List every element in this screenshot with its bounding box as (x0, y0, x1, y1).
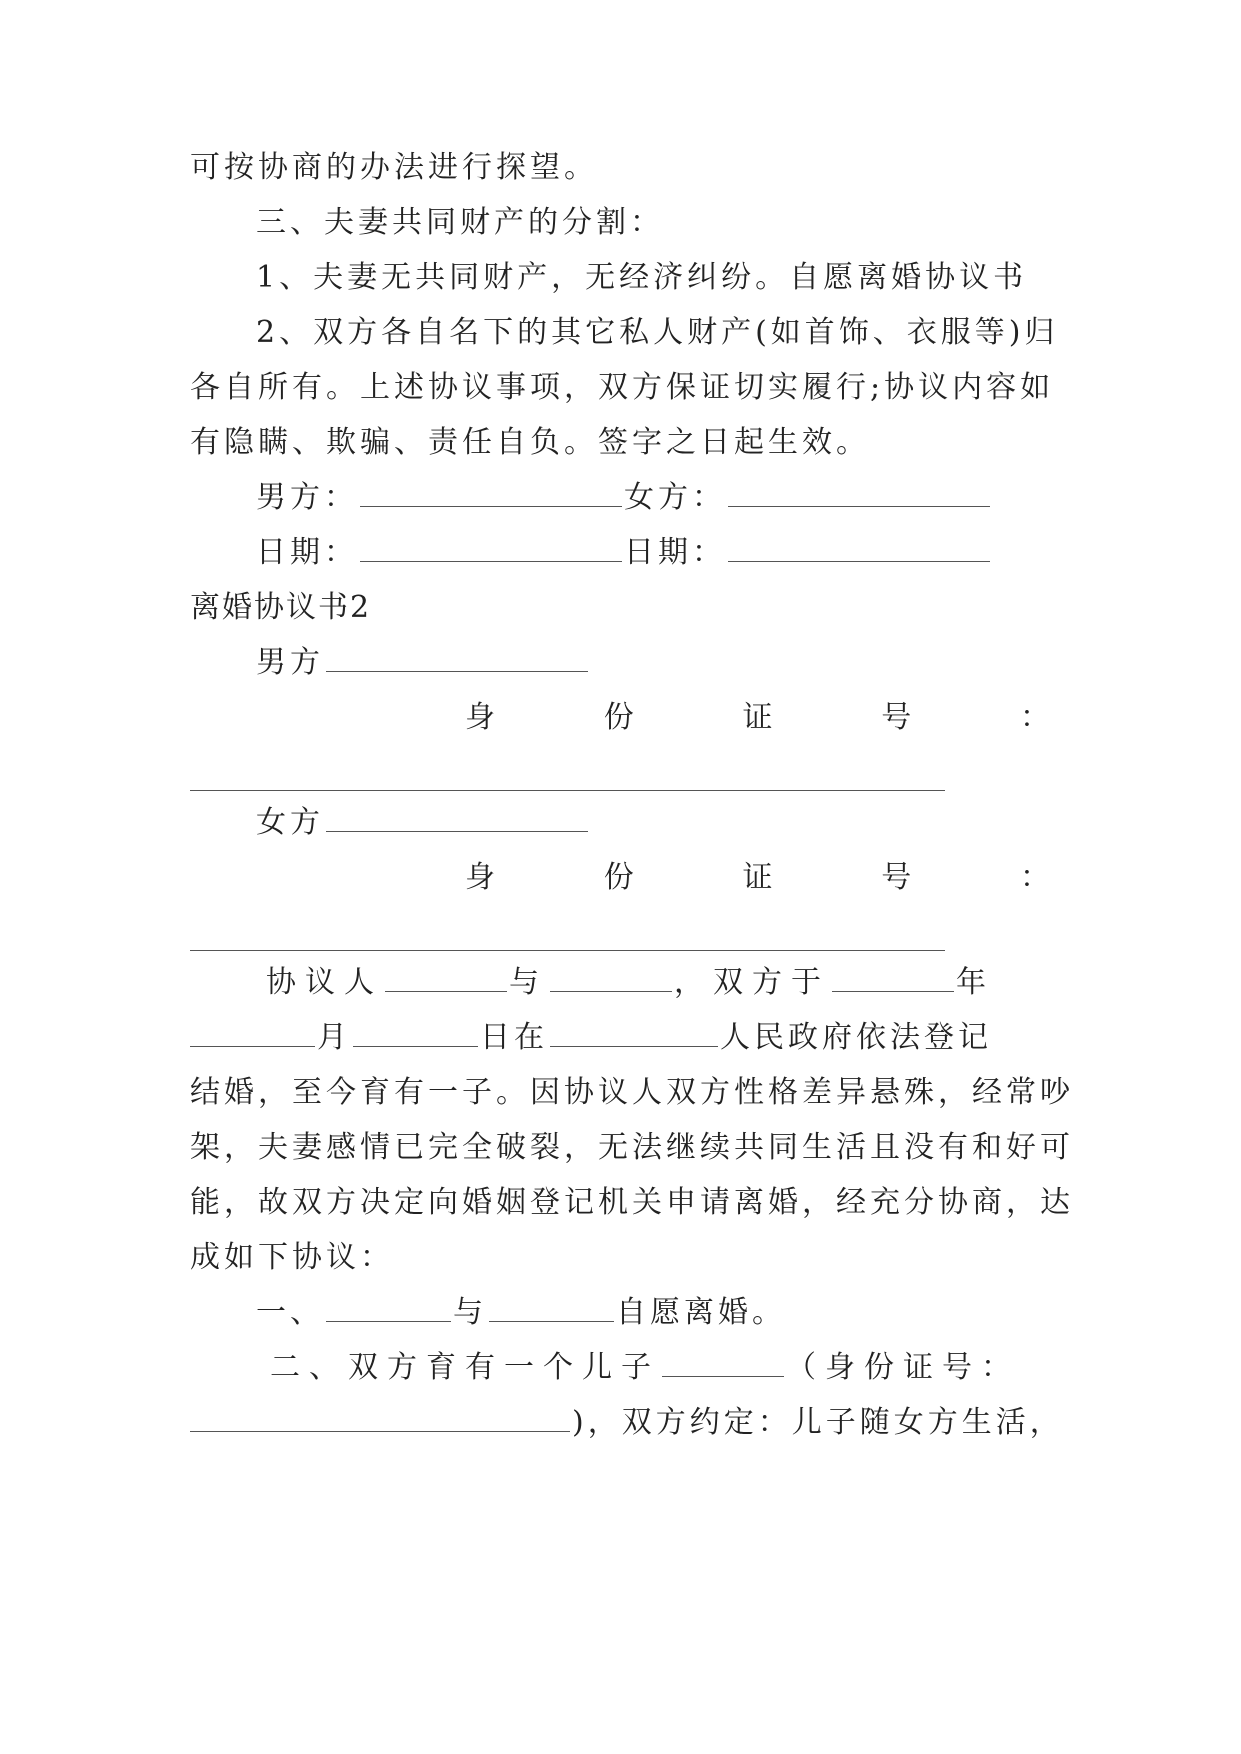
clause-1: 1、夫妻无共同财产，无经济纠纷。自愿离婚协议书 (256, 260, 1028, 295)
item-2-continued (190, 1403, 1064, 1443)
female-party-row (256, 803, 1050, 843)
id-char: 身 (465, 860, 495, 895)
clause-2-end: 有隐瞒、欺骗、责任自负。签字之日起生效。 (190, 425, 870, 460)
son-name-blank[interactable] (662, 1350, 784, 1377)
marriage-date-row (190, 1018, 1050, 1058)
female-party-label: 女方 (256, 805, 324, 840)
registry-label: 人民政府依法登记 (720, 1020, 992, 1055)
female-signature-blank[interactable] (728, 480, 990, 507)
agreement-label: 协议人 (266, 965, 383, 1000)
paragraph-line: 能，故双方决定向婚姻登记机关申请离婚，经充分协商，达 (190, 1185, 1074, 1220)
item-1-and: 与 (453, 1295, 487, 1330)
signature-row (256, 478, 1050, 518)
party-a-blank[interactable] (385, 965, 507, 992)
item-1-party-a-blank[interactable] (326, 1295, 451, 1322)
id-char: 份 (603, 860, 634, 895)
male-signature-blank[interactable] (360, 480, 622, 507)
date-row (256, 533, 1050, 573)
female-signature-label: 女方： (624, 480, 726, 515)
female-id-label-row (190, 858, 1050, 898)
paragraph-line: 结婚，至今育有一子。因协议人双方性格差异悬殊，经常吵 (190, 1075, 1074, 1110)
female-date-blank[interactable] (728, 535, 990, 562)
item-2-text: 二、双方育有一个儿子 (270, 1350, 660, 1385)
male-party-blank[interactable] (326, 645, 588, 672)
item-2-id-label: （身份证号： (786, 1350, 1020, 1385)
item-2-custody-text: )，双方约定：儿子随女方生活， (572, 1405, 1064, 1440)
male-id-blank[interactable] (190, 790, 945, 791)
party-b-blank[interactable] (550, 965, 672, 992)
clause-2-continued: 各自所有。上述协议事项，双方保证切实履行;协议内容如 (190, 370, 1055, 405)
son-id-blank[interactable] (190, 1405, 570, 1432)
paragraph-line: 架，夫妻感情已完全破裂，无法继续共同生活且没有和好可 (190, 1130, 1074, 1165)
day-blank[interactable] (353, 1020, 478, 1047)
section-title-2: 离婚协议书2 (190, 590, 372, 625)
item-1 (256, 1293, 1050, 1333)
id-char: 证 (742, 860, 773, 895)
female-id-blank[interactable] (190, 950, 945, 951)
day-label: 日在 (480, 1020, 548, 1055)
year-label: 年 (956, 965, 995, 1000)
item-1-party-b-blank[interactable] (489, 1295, 614, 1322)
female-party-blank[interactable] (326, 805, 588, 832)
agreement-intro (266, 963, 1060, 1003)
id-char: 份 (603, 700, 634, 735)
male-party-label: 男方 (256, 645, 324, 680)
male-signature-label: 男方： (256, 480, 358, 515)
item-1-number: 一、 (256, 1295, 324, 1330)
female-date-label: 日期： (624, 535, 726, 570)
and-label: 与 (509, 965, 548, 1000)
month-blank[interactable] (190, 1020, 315, 1047)
both-parties-label: ，双方于 (674, 965, 830, 1000)
id-char: 身 (465, 700, 495, 735)
male-date-label: 日期： (256, 535, 358, 570)
paragraph-visitation-end: 可按协商的办法进行探望。 (190, 150, 598, 185)
id-char: ： (1020, 860, 1050, 895)
registry-blank[interactable] (550, 1020, 718, 1047)
month-label: 月 (317, 1020, 351, 1055)
id-char: 号 (881, 700, 912, 735)
item-1-text: 自愿离婚。 (616, 1295, 786, 1330)
year-blank[interactable] (832, 965, 954, 992)
id-char: 号 (881, 860, 912, 895)
item-2 (270, 1348, 1064, 1388)
id-char: 证 (742, 700, 773, 735)
heading-property-division: 三、夫妻共同财产的分割： (256, 205, 664, 240)
id-char: ： (1020, 700, 1050, 735)
male-party-row (256, 643, 1050, 683)
male-id-label-row (190, 698, 1050, 738)
male-date-blank[interactable] (360, 535, 622, 562)
clause-2: 2、双方各自名下的其它私人财产(如首饰、衣服等)归 (256, 315, 1059, 350)
paragraph-line: 成如下协议： (190, 1240, 394, 1275)
